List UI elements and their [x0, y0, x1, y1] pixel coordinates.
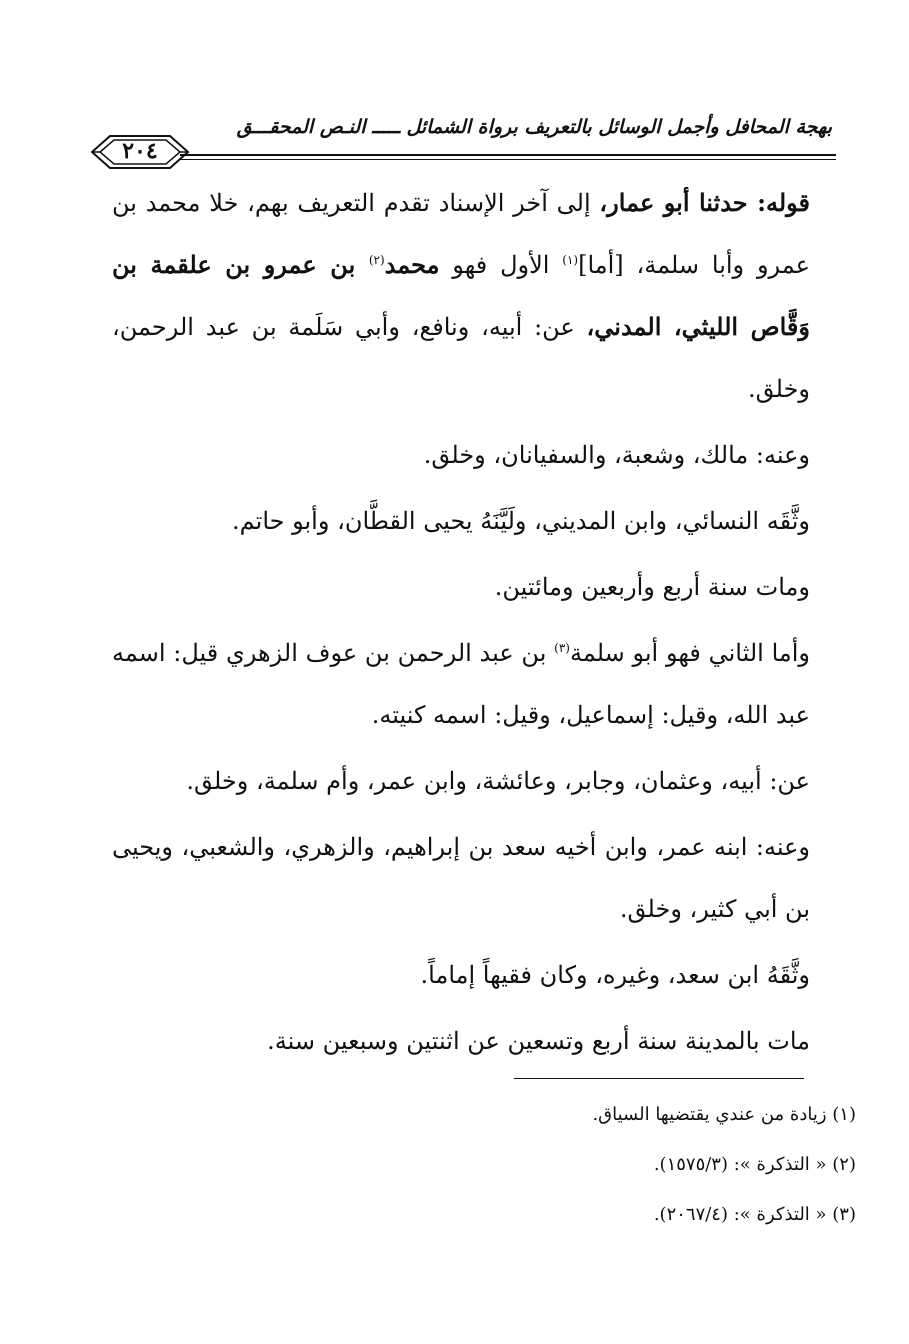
- page-header: [88, 110, 836, 174]
- paragraph-9: مات بالمدينة سنة أربع وتسعين عن اثنتين وسبعين سنة.: [267, 1027, 810, 1055]
- paragraph-6: عن: أبيه، وعثمان، وجابر، وعائشة، وابن عمر، وأم سلمة، وخلق.: [186, 767, 810, 795]
- paragraph-3: وثَّقَه النسائي، وابن المديني، ولَيَّنَهُ يحيى القطَّان، وأبو حاتم.: [232, 507, 810, 535]
- paragraph-lead: قوله: حدثنا أبو عمار،: [599, 188, 811, 217]
- paragraph-4: ومات سنة أربع وأربعين ومائتين.: [494, 573, 810, 601]
- paragraph-8: وثَّقَهُ ابن سعد، وغيره، وكان فقيهاً إماماً.: [420, 961, 810, 989]
- header-rule: [180, 154, 836, 160]
- footnote-ref-2[interactable]: (٢): [368, 253, 385, 267]
- paragraph-5: [112, 622, 840, 746]
- footnotes: [300, 1090, 856, 1240]
- paragraph-text: وأما الثاني فهو أبو سلمة: [569, 639, 811, 667]
- paragraph-text: إلى آخر الإسناد تقدم التعريف بهم، خلا محمد بن عمرو وأبا سلمة، [أما]: [112, 189, 810, 279]
- running-title: بهجة المحافل وأجمل الوسائل بالتعريف برواة الشمائل ـــــ النـص المحقـــق: [236, 116, 832, 138]
- paragraph-text: بن عبد الرحمن بن عوف الزهري قيل: اسمه عبد الله، وقيل: إسماعيل، وقيل: اسمه كنيته.: [112, 639, 810, 729]
- footnote-ref-3[interactable]: (٣): [554, 641, 570, 655]
- narrator-name: محمد: [384, 250, 440, 279]
- paragraph-text: الأول فهو: [439, 251, 563, 279]
- narrator-name-full: بن عمرو بن علقمة بن وَقَّاص الليثي، المدني،: [112, 250, 810, 341]
- footnote-3: (٣) « التذكرة »: (٢٠٦٧/٤).: [653, 1204, 856, 1225]
- main-text: [112, 172, 840, 1076]
- paragraph-7: وعنه: ابنه عمر، وابن أخيه سعد بن إبراهيم، والزهري، والشعبي، ويحيى بن أبي كثير، وخلق.: [112, 833, 810, 923]
- paragraph-text: عن: أبيه، ونافع، وأبي سَلَمة بن عبد الرحمن، وخلق.: [112, 313, 810, 403]
- page-number-frame: [88, 130, 192, 174]
- footnote-divider: [514, 1078, 804, 1079]
- page-number: ٢٠٤: [122, 138, 158, 164]
- footnote-2: (٢) « التذكرة »: (١٥٧٥/٣).: [653, 1154, 856, 1175]
- footnote-1: (١) زيادة من عندي يقتضيها السياق.: [592, 1104, 856, 1125]
- footnote-ref-1[interactable]: (١): [562, 253, 579, 267]
- paragraph-1: [112, 172, 840, 420]
- paragraph-2: وعنه: مالك، وشعبة، والسفيانان، وخلق.: [423, 441, 810, 469]
